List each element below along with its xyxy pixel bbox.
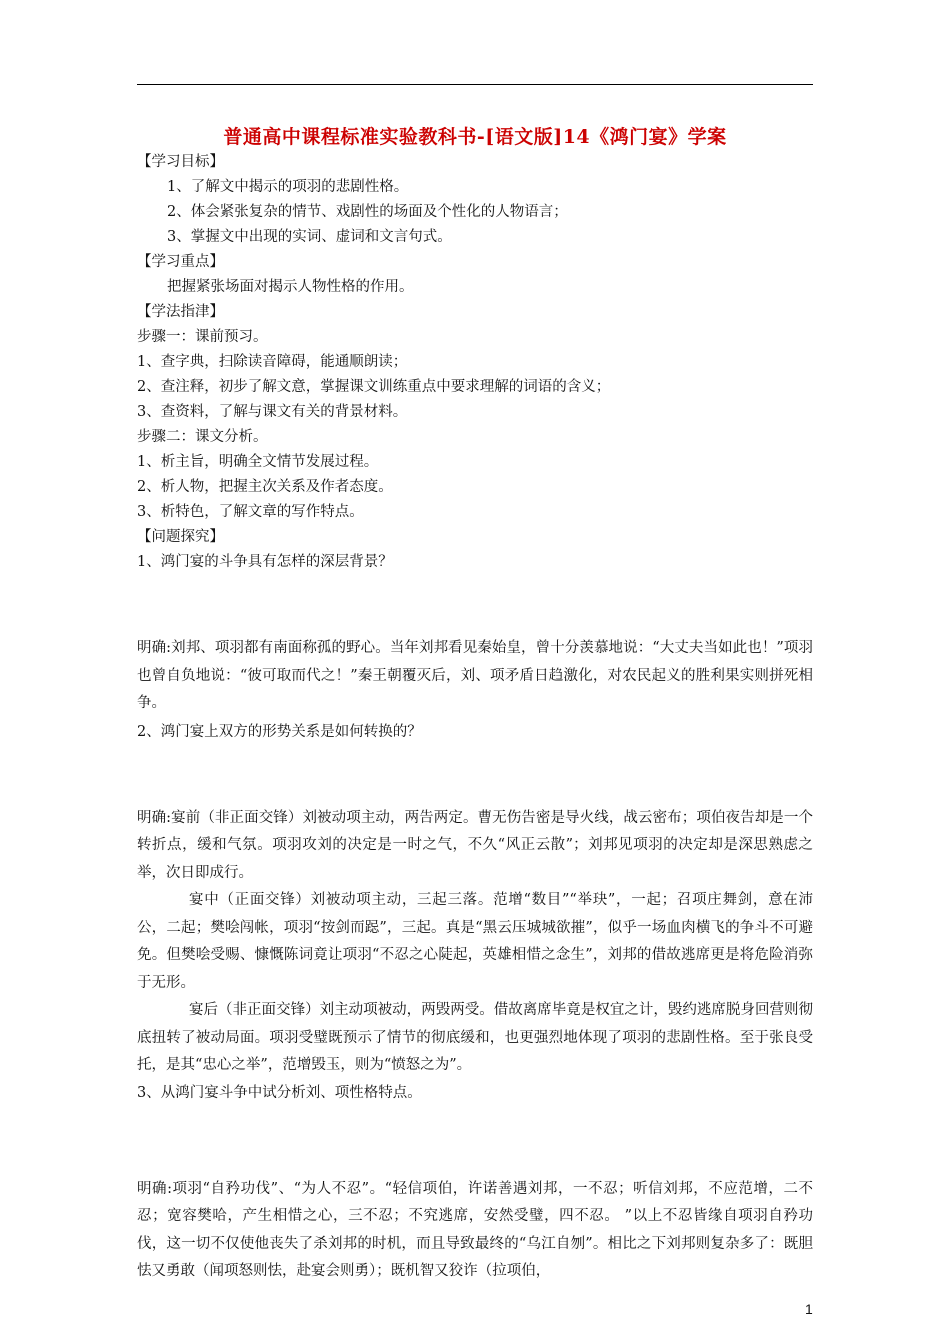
focus-heading: 【学习重点】: [137, 254, 224, 270]
objective-item: 2、体会紧张复杂的情节、戏剧性的场面及个性化的人物语言；: [167, 204, 568, 220]
step1-item: 3、查资料，了解与课文有关的背景材料。: [137, 404, 408, 420]
answer-space: [137, 1106, 813, 1176]
answer-2-paragraph: 宴后（非正面交锋）刘主动项被动，两毁两受。借故离席毕竟是权宜之计，毁约逃席脱身回营则彻底扭转了被动局面。项羽受璧既预示了情节的彻底缓和，也更强烈地体现了项羽的悲剧性格。至于张良受托，是其“忠心之举”，范增毁玉，则为“愤怒之为”。: [137, 1002, 813, 1073]
objective-item: 1、了解文中揭示的项羽的悲剧性格。: [167, 179, 409, 195]
focus-text: 把握紧张场面对揭示人物性格的作用。: [167, 279, 414, 295]
question-3: 3、从鸿门宴斗争中试分析刘、项性格特点。: [137, 1084, 422, 1101]
answer-2-paragraph: 明确:宴前（非正面交锋）刘被动项主动，两告两定。曹无伤告密是导火线，战云密布；项伯夜告却是一个转折点，缓和气氛。项羽攻刘的决定是一时之气，不久“风正云散”；刘邦见项羽的决定却是深思熟虑之举，次日即成行。: [137, 809, 813, 881]
step1-label: 步骤一：课前预习。: [137, 329, 268, 345]
objective-item: 3、掌握文中出现的实词、虚词和文言句式。: [167, 229, 452, 245]
document-title: 普通高中课程标准实验教科书-[语文版]14《鸿门宴》学案: [223, 126, 727, 148]
answer-space: [137, 745, 813, 797]
step1-item: 2、查注释，初步了解文意，掌握课文训练重点中要求理解的词语的含义；: [137, 379, 611, 395]
step2-item: 2、析人物，把握主次关系及作者态度。: [137, 479, 393, 495]
step2-label: 步骤二：课文分析。: [137, 429, 268, 445]
document-body: [137, 150, 813, 1286]
question-2: 2、鸿门宴上双方的形势关系是如何转换的？: [137, 723, 422, 740]
step1-item: 1、查字典，扫除读音障碍，能通顺朗读；: [137, 354, 408, 370]
answer-2-paragraph: 宴中（正面交锋）刘被动项主动，三起三落。范增“数目”“举玦”，一起；召项庄舞剑，意在沛公，二起；樊哙闯帐，项羽“按剑而跽”，三起。真是“黑云压城城欲摧”，似乎一场血肉横飞的争斗不可避免。但樊哙受赐、慷慨陈词竟让项羽“不忍之心陡起，英雄相惜之念生”，刘邦的借故逃席更是将危险消弥于无形。: [137, 892, 813, 991]
inquiry-heading: 【问题探究】: [137, 529, 224, 545]
answer-3: 明确:项羽“自矜功伐”、“为人不忍”。“轻信项伯，许诺善遇刘邦，一不忍；听信刘邦，不应范增，二不忍；宽容樊哈，产生相惜之心，三不忍；不究逃席，安然受璧，四不忍。 ”以上不忍皆缘自项羽自矜功伐，这一切不仅使他丧失了杀刘邦的时机，而且导致最终的“乌江自刎”。相比之下刘邦则复杂多了：既胆怯又勇敢（闻项怒则怯，赴宴会则勇）；既机智又狡诈（拉项伯，: [137, 1180, 813, 1279]
question-1: 1、鸿门宴的斗争具有怎样的深层背景？: [137, 554, 393, 570]
objectives-heading: 【学习目标】: [137, 154, 224, 170]
step2-item: 3、析特色，了解文章的写作特点。: [137, 504, 364, 520]
answer-1: 明确:刘邦、项羽都有南面称孤的野心。当年刘邦看见秦始皇，曾十分羡慕地说：“大丈夫当如此也！”项羽也曾自负地说：“彼可取而代之！”秦王朝覆灭后，刘、项矛盾日趋激化，对农民起义的胜利果实则拼死相争。: [137, 640, 813, 711]
page-number: 1: [805, 1301, 813, 1317]
method-heading: 【学法指津】: [137, 304, 224, 320]
header-rule: [137, 84, 813, 85]
step2-item: 1、析主旨，明确全文情节发展过程。: [137, 454, 379, 470]
answer-space: [137, 575, 813, 627]
